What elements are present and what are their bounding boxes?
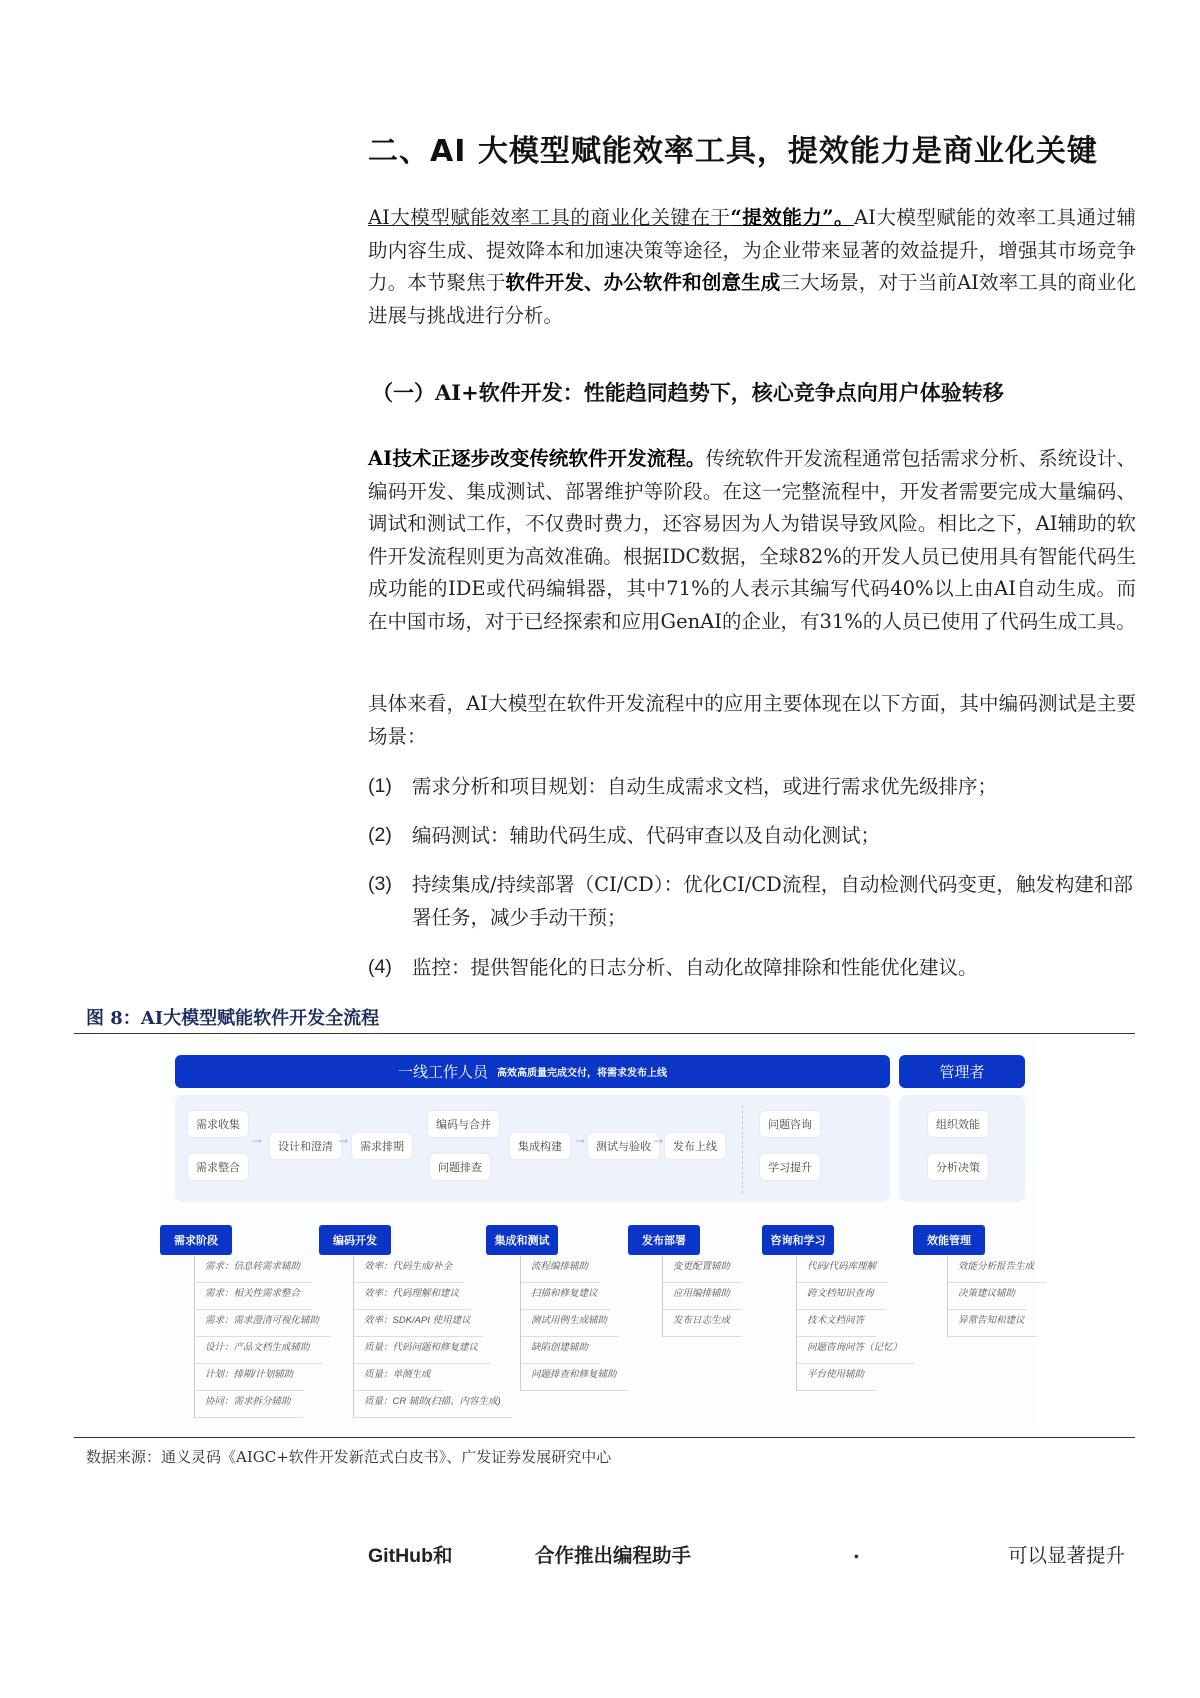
intro-text: AI大模型赋能的效率工具通过辅助内容生成、提效降本和加速决策等途径，为企业带来显著的效益提升，增强其市场竞争力。本节聚焦于 xyxy=(368,206,1136,294)
list-item xyxy=(368,770,1136,803)
flow-node-integrate: 集成构建 xyxy=(510,1133,570,1159)
stage-items xyxy=(947,1256,1046,1337)
stage-item: 效率：代码理解和建议 xyxy=(354,1283,471,1310)
flow-node-req-merge: 需求整合 xyxy=(188,1154,248,1180)
bottom-text-2: 合作推出编程助手 xyxy=(535,1544,692,1567)
list-item xyxy=(368,868,1136,934)
arrow-icon: → xyxy=(338,1134,349,1148)
stage-header: 需求阶段 xyxy=(160,1225,232,1255)
list-number: (3) xyxy=(368,873,392,895)
flow-node-schedule: 需求排期 xyxy=(352,1133,412,1159)
stage-item: 质量：CR 辅助(扫描、内容生成) xyxy=(354,1391,513,1418)
stage-item: 扫描和修复建议 xyxy=(521,1283,610,1310)
stage-item: 设计：产品文档生成辅助 xyxy=(195,1337,322,1364)
section-title: 二、AI 大模型赋能效率工具，提效能力是商业化关键 xyxy=(368,134,1098,169)
figure-source: 数据来源：通义灵码《AIGC+软件开发新范式白皮书》、广发证券发展研究中心 xyxy=(86,1448,612,1466)
flow-node-design: 设计和澄清 xyxy=(270,1133,341,1159)
intro-text-end: 三大场景，对于当前AI效率工具的商业化进展与挑战进行分析。 xyxy=(368,271,1136,327)
stage-item: 质量：代码问题和修复建议 xyxy=(354,1337,490,1364)
flow-node-req-collect: 需求收集 xyxy=(188,1111,248,1137)
intro-paragraph xyxy=(368,202,1136,332)
banner-subtitle: 高效高质量完成交付，将需求发布上线 xyxy=(496,1068,667,1079)
bottom-text-dot: . xyxy=(853,1540,860,1563)
stage-item: 效率：SDK/API 使用建议 xyxy=(354,1310,483,1337)
stage-header: 发布部署 xyxy=(628,1225,700,1255)
arrow-icon: → xyxy=(653,1134,664,1148)
list-item xyxy=(368,951,1136,984)
flow-node-test: 测试与验收 xyxy=(588,1133,659,1159)
flow-node-learn: 学习提升 xyxy=(760,1154,820,1180)
stage-item: 缺陷创建辅助 xyxy=(521,1337,600,1364)
intro-bold-scenes: 软件开发、办公软件和创意生成 xyxy=(505,271,781,294)
stage-items xyxy=(796,1256,914,1391)
stage-item: 效能分析报告生成 xyxy=(948,1256,1046,1283)
workflow-diagram xyxy=(160,1038,1035,1428)
flow-node-decision: 分析决策 xyxy=(928,1154,988,1180)
intro-bold-quote: “提效能力”。 xyxy=(730,206,855,229)
stage-items xyxy=(662,1256,742,1337)
stage-header: 编码开发 xyxy=(319,1225,391,1255)
bottom-text-3: 可以显著提升 xyxy=(1008,1544,1126,1567)
manager-banner: 管理者 xyxy=(899,1055,1025,1088)
stage-header: 集成和测试 xyxy=(486,1225,558,1255)
arrow-icon: → xyxy=(575,1134,586,1148)
list-number: (4) xyxy=(368,956,392,978)
stage-item: 应用编排辅助 xyxy=(663,1283,742,1310)
intro-underlined: AI大模型赋能效率工具的商业化关键在于 xyxy=(368,206,731,229)
stage-item: 流程编排辅助 xyxy=(521,1256,600,1283)
flow-node-code-merge: 编码与合并 xyxy=(428,1111,499,1137)
stage-item: 技术文档问答 xyxy=(797,1310,876,1337)
stage-item: 协同：需求拆分辅助 xyxy=(195,1391,303,1418)
flow-node-troubleshoot: 问题排查 xyxy=(430,1154,490,1180)
stage-items xyxy=(194,1256,331,1418)
list-number: (1) xyxy=(368,775,392,797)
list-text: 编码测试：辅助代码生成、代码审查以及自动化测试； xyxy=(412,824,881,847)
list-text: 需求分析和项目规划：自动生成需求文档，或进行需求优先级排序； xyxy=(412,775,998,798)
flow-node-consult: 问题咨询 xyxy=(760,1111,820,1137)
flow-node-org: 组织效能 xyxy=(928,1111,988,1137)
list-number: (2) xyxy=(368,824,392,846)
stage-item: 需求：相关性需求整合 xyxy=(195,1283,312,1310)
frontline-banner xyxy=(175,1055,890,1088)
stage-header: 效能管理 xyxy=(913,1225,985,1255)
stage-item: 变更配置辅助 xyxy=(663,1256,742,1283)
banner-title: 一线工作人员 xyxy=(398,1064,489,1081)
figure-caption: 图 8：AI大模型赋能软件开发全流程 xyxy=(86,1008,380,1029)
subheading: （一）AI+软件开发：性能趋同趋势下，核心竞争点向用户体验转移 xyxy=(372,380,1004,405)
list-text: 持续集成/持续部署（CI/CD）：优化CI/CD流程，自动检测代码变更，触发构建和部署任务，减少手动干预； xyxy=(412,873,1133,929)
stage-item: 计划：排期/计划辅助 xyxy=(195,1364,305,1391)
divider xyxy=(742,1106,743,1194)
stage-item: 跨文档知识查询 xyxy=(797,1283,886,1310)
list-text: 监控：提供智能化的日志分析、自动化故障排除和性能优化建议。 xyxy=(412,956,978,979)
body-paragraph xyxy=(368,443,1136,638)
stage-item: 问题排查和修复辅助 xyxy=(521,1364,629,1391)
stage-item: 平台使用辅助 xyxy=(797,1364,876,1391)
stage-header: 咨询和学习 xyxy=(762,1225,834,1255)
bottom-text-1: GitHub和 xyxy=(368,1545,453,1567)
stage-item: 效率：代码生成/补全 xyxy=(354,1256,464,1283)
stage-items xyxy=(353,1256,513,1418)
list-item xyxy=(368,819,1136,852)
para-text: 传统软件开发流程通常包括需求分析、系统设计、编码开发、集成测试、部署维护等阶段。在这一完整流程中，开发者需要完成大量编码、调试和测试工作，不仅费时费力，还容易因为人为错误导致风险。相比之下，AI辅助的软件开发流程则更为高效准确。根据IDC数据，全球82%的开发人员已使用具有智能代码生成功能的IDE或代码编辑器，其中71%的人表示其编写代码40%以上由AI自动生成。而在中国市场，对于已经探索和应用GenAI的企业，有31%的人员已使用了代码生成工具。 xyxy=(368,447,1136,633)
arrow-icon: → xyxy=(252,1134,263,1148)
para-bold-lead: AI技术正逐步改变传统软件开发流程。 xyxy=(368,447,706,470)
stage-item: 发布日志生成 xyxy=(663,1310,742,1337)
stage-item: 质量：单测生成 xyxy=(354,1364,443,1391)
stage-item: 代码/代码库理解 xyxy=(797,1256,888,1283)
stage-item: 异常告知和建议 xyxy=(948,1310,1037,1337)
stage-item: 决策建议辅助 xyxy=(948,1283,1027,1310)
stage-item: 测试用例生成辅助 xyxy=(521,1310,619,1337)
stage-item: 需求：信息转需求辅助 xyxy=(195,1256,312,1283)
intro-list-paragraph: 具体来看，AI大模型在软件开发流程中的应用主要体现在以下方面，其中编码测试是主要场景： xyxy=(368,692,1136,748)
stage-item: 问题咨询问答（记忆） xyxy=(797,1337,914,1364)
stage-item: 需求：需求澄清可视化辅助 xyxy=(195,1310,331,1337)
flow-node-release: 发布上线 xyxy=(665,1133,725,1159)
figure-bottom-rule xyxy=(74,1437,1135,1438)
stage-items xyxy=(520,1256,629,1391)
figure-top-rule xyxy=(74,1033,1135,1034)
